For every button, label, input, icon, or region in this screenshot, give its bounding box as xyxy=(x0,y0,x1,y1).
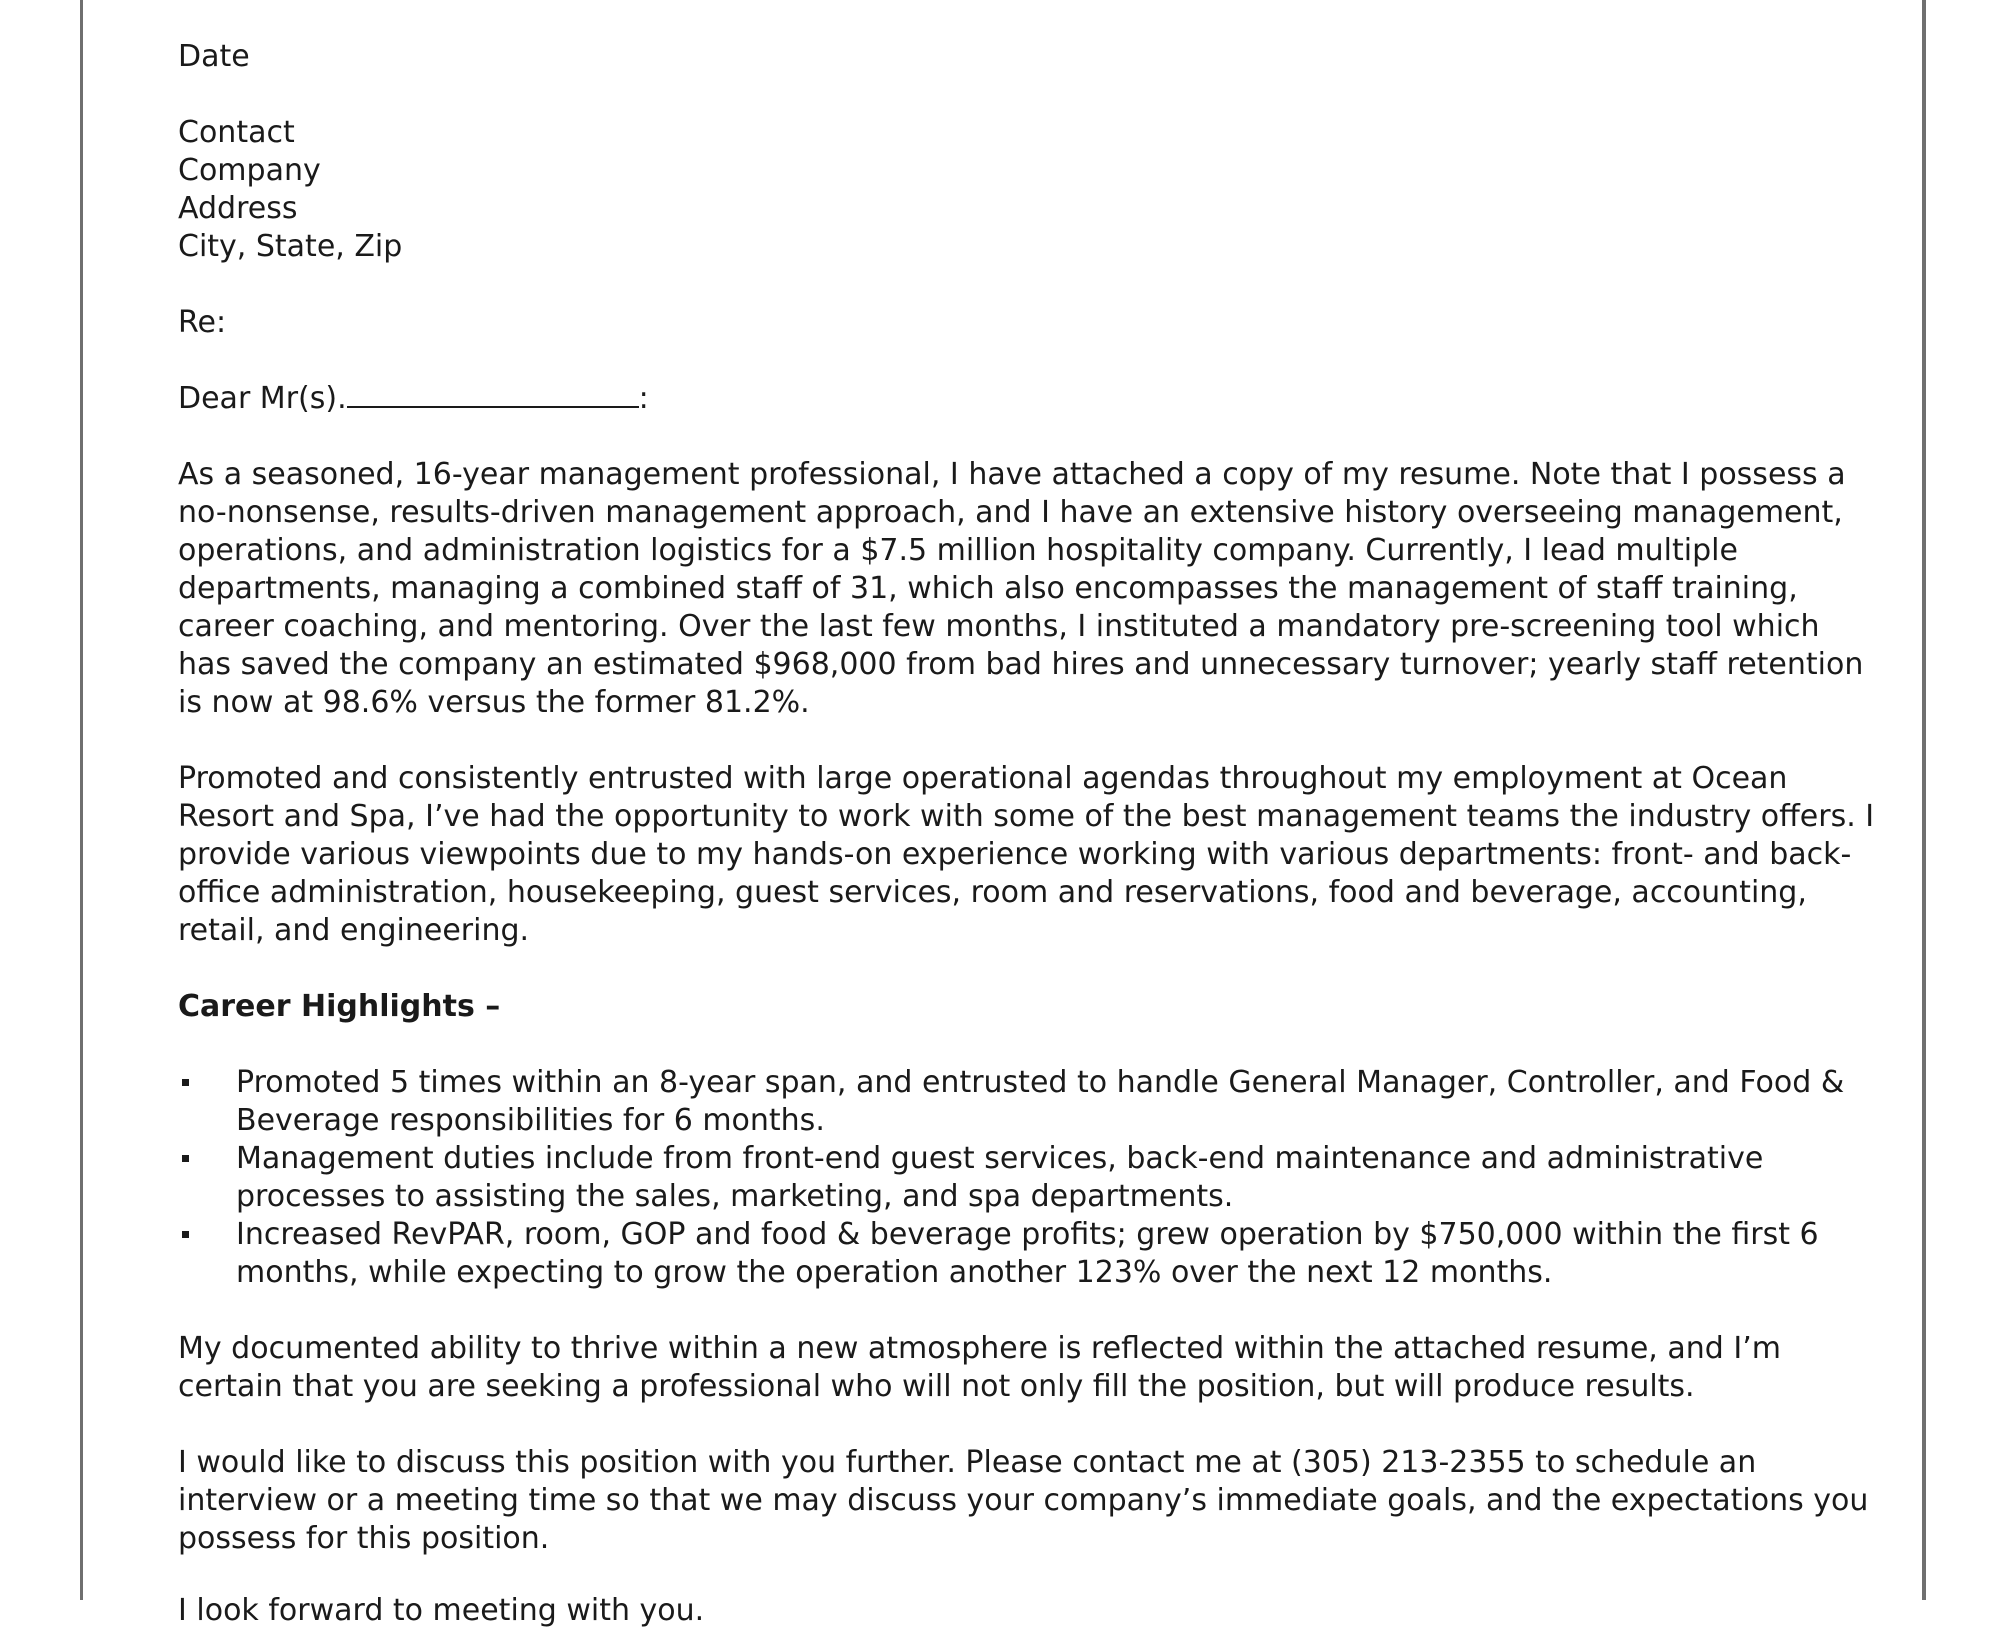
highlight-item xyxy=(178,1140,1878,1216)
career-highlights-heading: Career Highlights – xyxy=(178,989,501,1024)
salutation-prefix: Dear Mr(s). xyxy=(178,381,347,416)
salutation-blank xyxy=(347,380,639,408)
re-line: Re: xyxy=(178,305,227,340)
closing-paragraph: My documented ability to thrive within a new atmosphere is reflected within the attached resume, and I’m certain that you are seeking a professional who will not only fill the position, but will produce results. xyxy=(178,1331,1781,1404)
experience-paragraph: Promoted and consistently entrusted with large operational agendas throughout my employment at Ocean Resort and Spa, I’ve had the opportunity to work with some of the best management teams the industry offers. I provide various viewpoints due to my hands-on experience working with various departments: front- and back-office administration, housekeeping, guest services, room and reservations, food and beverage, accounting, retail, and engineering. xyxy=(178,761,1875,948)
bullet-icon xyxy=(182,1231,189,1238)
page-border-left xyxy=(80,0,83,1600)
page-border-right xyxy=(1922,0,1926,1600)
highlight-text: Increased RevPAR, room, GOP and food & beverage profits; grew operation by $750,000 within the first 6 months, while expecting to grow the operation another 123% over the next 12 months. xyxy=(236,1217,1819,1290)
recipient-contact: Contact xyxy=(178,115,295,150)
recipient-address: Address xyxy=(178,191,298,226)
highlight-text: Promoted 5 times within an 8-year span, and entrusted to handle General Manager, Controller, and Food & Beverage responsibilities for 6 months. xyxy=(236,1065,1845,1138)
recipient-company: Company xyxy=(178,153,321,188)
contact-paragraph: I would like to discuss this position with you further. Please contact me at (305) 213-2355 to schedule an interview or a meeting time so that we may discuss your company’s immediate goals, and the expectations you possess for this position. xyxy=(178,1445,1869,1556)
highlight-item xyxy=(178,1216,1878,1292)
cover-letter-body xyxy=(178,38,1878,1596)
letter-date: Date xyxy=(178,39,250,74)
career-highlights-list xyxy=(178,1064,1878,1292)
highlight-item xyxy=(178,1064,1878,1140)
recipient-address-block xyxy=(178,114,1878,266)
recipient-city-state-zip: City, State, Zip xyxy=(178,229,403,264)
bullet-icon xyxy=(182,1079,189,1086)
highlight-text: Management duties include from front-end guest services, back-end maintenance and administrative processes to assisting the sales, marketing, and spa departments. xyxy=(236,1141,1764,1214)
salutation xyxy=(178,380,1878,418)
bullet-icon xyxy=(182,1155,189,1162)
intro-paragraph: As a seasoned, 16-year management professional, I have attached a copy of my resume. Note that I possess a no-nonsense, results-driven management approach, and I have an extensive history overseeing management, operations, and administration logistics for a $7.5 million hospitality company. Currently, I lead multiple departments, managing a combined staff of 31, which also encompasses the management of staff training, career coaching, and mentoring. Over the last few months, I instituted a mandatory pre-screening tool which has saved the company an estimated $968,000 from bad hires and unnecessary turnover; yearly staff retention is now at 98.6% versus the former 81.2%. xyxy=(178,457,1864,720)
cut-off-closing-line: I look forward to meeting with you. xyxy=(178,1593,705,1628)
salutation-suffix: : xyxy=(638,381,649,416)
